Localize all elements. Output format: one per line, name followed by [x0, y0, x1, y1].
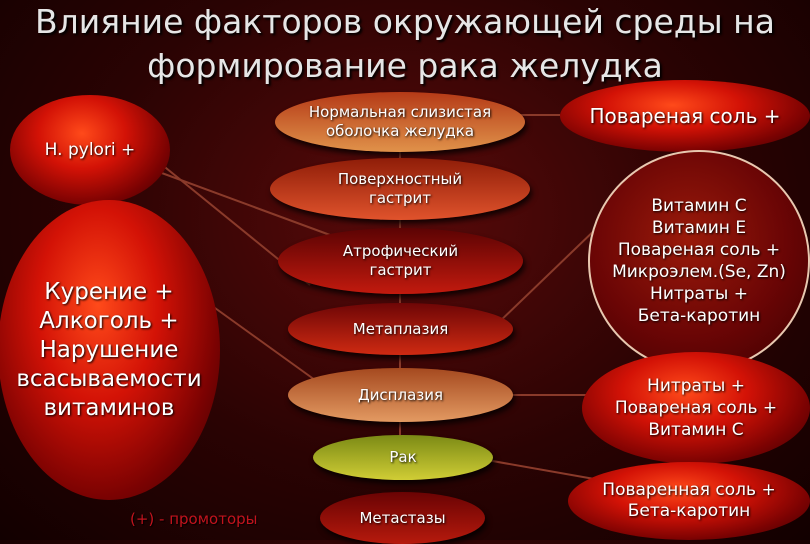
stage-metaplasia — [288, 303, 513, 355]
factor-salt — [560, 80, 810, 152]
factor-nitrates-line: Витамин С — [648, 420, 744, 440]
factor-protective-line: Микроэлем.(Se, Zn) — [612, 262, 786, 282]
stage-label-line: Дисплазия — [357, 385, 444, 404]
factor-protective-line: Витамин Е — [651, 218, 747, 238]
factor-protective-line: Нитраты + — [650, 284, 748, 304]
factor-lifestyle — [0, 200, 220, 500]
factor-salt-carotene-line: Поваренная соль + — [602, 480, 776, 500]
factor-salt-label: Повареная соль + — [589, 104, 781, 128]
factor-hpylori-label: H. pylori + — [44, 140, 136, 160]
factor-lifestyle-line: Курение + — [44, 278, 174, 305]
title-line-2: формирование рака желудка — [147, 46, 663, 85]
stage-atrophic-gastritis — [278, 228, 523, 294]
stage-label-line: гастрит — [368, 189, 432, 207]
factor-protective-line: Повареная соль + — [617, 240, 781, 260]
factor-salt-carotene-line: Бета-каротин — [627, 501, 751, 521]
stage-label-line: оболочка желудка — [325, 122, 475, 140]
factor-salt-carotene — [568, 462, 810, 540]
stage-label-line: Метастазы — [359, 508, 446, 527]
stage-label-line: Атрофический — [342, 242, 459, 260]
stage-normal-mucosa — [275, 92, 525, 152]
factor-lifestyle-line: витаминов — [43, 394, 175, 421]
factor-lifestyle-line: всасываемости — [16, 365, 202, 392]
factor-lifestyle-line: Алкоголь + — [39, 307, 179, 334]
stage-label-line: Рак — [389, 448, 417, 466]
factor-protective — [588, 150, 810, 372]
stage-label-line: гастрит — [369, 261, 432, 279]
factor-protective-line: Бета-каротин — [637, 306, 761, 326]
factor-hpylori — [10, 95, 170, 205]
factor-nitrates-line: Повареная соль + — [614, 398, 778, 418]
factor-nitrates-line: Нитраты + — [647, 376, 745, 396]
stage-label-line: Нормальная слизистая — [308, 103, 492, 121]
stage-superficial-gastritis — [270, 158, 530, 220]
stage-cancer — [313, 435, 493, 480]
stage-label-line: Поверхностный — [337, 170, 463, 188]
stage-metastases — [320, 492, 485, 544]
title-line-1: Влияние факторов окружающей среды на — [35, 2, 775, 41]
stage-label-line: Метаплазия — [352, 319, 449, 338]
factor-nitrates — [582, 352, 810, 464]
factor-lifestyle-line: Нарушение — [39, 336, 179, 363]
stage-dysplasia — [288, 368, 513, 422]
factor-protective-line: Витамин С — [651, 196, 747, 216]
legend-promoters: (+) - промоторы — [130, 510, 258, 528]
